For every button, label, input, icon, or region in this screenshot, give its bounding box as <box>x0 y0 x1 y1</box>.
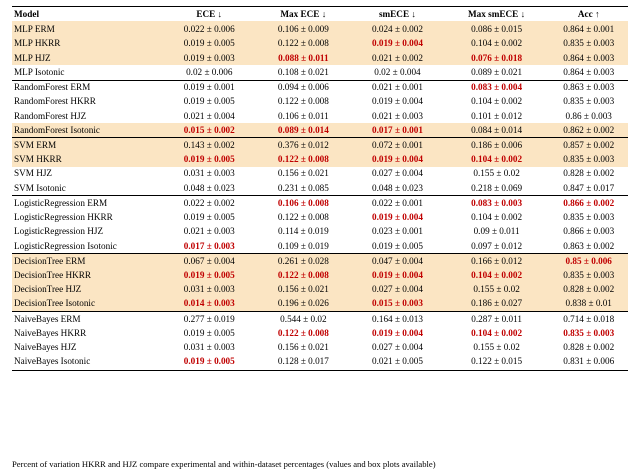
table-row <box>12 225 628 239</box>
cell-max-ece: 0.114 ± 0.019 <box>278 226 329 237</box>
cell-model: SVM Isotonic <box>14 182 66 193</box>
cell-max-smece: 0.09 ± 0.011 <box>473 226 520 237</box>
table-page <box>0 6 640 472</box>
cell-max-ece: 0.122 ± 0.008 <box>277 327 329 338</box>
results-table <box>12 6 628 371</box>
cell-smece: 0.027 ± 0.004 <box>351 283 444 297</box>
cell-max-smece: 0.166 ± 0.012 <box>444 254 550 269</box>
cell-model: RandomForest ERM <box>12 80 163 95</box>
cell-ece: 0.031 ± 0.003 <box>163 283 256 297</box>
cell-ece: 0.019 ± 0.003 <box>163 51 256 65</box>
cell-model: NaiveBayes ERM <box>12 312 163 327</box>
table-row <box>12 109 628 123</box>
cell-model: MLP HKRR <box>12 37 163 51</box>
cell-max-ece: 0.122 ± 0.008 <box>256 153 352 167</box>
cell-smece: 0.022 ± 0.001 <box>351 196 444 211</box>
cell-model: LogisticRegression HJZ <box>14 226 104 237</box>
cell-max-ece: 0.122 ± 0.008 <box>256 37 352 51</box>
cell-max-smece: 0.076 ± 0.018 <box>444 51 550 65</box>
cell-model: NaiveBayes Isotonic <box>12 355 163 371</box>
table-row <box>12 326 628 340</box>
cell-max-smece: 0.155 ± 0.02 <box>444 283 550 297</box>
table-row <box>12 167 628 181</box>
table-row <box>12 355 628 371</box>
cell-acc: 0.847 ± 0.017 <box>563 182 615 193</box>
cell-smece: 0.019 ± 0.004 <box>351 37 444 51</box>
cell-max-smece: 0.089 ± 0.021 <box>471 66 523 77</box>
cell-smece: 0.027 ± 0.004 <box>371 342 423 353</box>
cell-ece: 0.015 ± 0.002 <box>163 123 256 138</box>
cell-max-ece: 0.196 ± 0.026 <box>256 297 352 312</box>
cell-max-ece: 0.122 ± 0.008 <box>277 212 329 223</box>
cell-ece: 0.014 ± 0.003 <box>163 297 256 312</box>
cell-max-ece: 0.231 ± 0.085 <box>277 182 329 193</box>
cell-smece: 0.072 ± 0.001 <box>351 138 444 153</box>
cell-acc: 0.862 ± 0.002 <box>549 123 628 138</box>
cell-ece: 0.019 ± 0.005 <box>183 96 235 107</box>
cell-smece: 0.021 ± 0.003 <box>371 110 423 121</box>
cell-max-ece: 0.122 ± 0.008 <box>277 96 329 107</box>
cell-smece: 0.017 ± 0.001 <box>351 123 444 138</box>
cell-max-ece: 0.089 ± 0.014 <box>256 123 352 138</box>
column-header-max-smece: Max smECE ↓ <box>444 7 550 22</box>
cell-model: SVM HKRR <box>12 153 163 167</box>
cell-model: NaiveBayes HJZ <box>14 342 77 353</box>
cell-model: MLP Isotonic <box>14 66 65 77</box>
cell-ece: 0.019 ± 0.005 <box>183 327 235 338</box>
cell-max-ece: 0.544 ± 0.02 <box>256 312 352 327</box>
cell-smece: 0.02 ± 0.004 <box>374 66 421 77</box>
table-row <box>12 181 628 196</box>
cell-ece: 0.017 ± 0.003 <box>183 240 235 251</box>
cell-model: LogisticRegression Isotonic <box>14 240 117 251</box>
cell-smece: 0.023 ± 0.001 <box>371 226 423 237</box>
table-row <box>12 211 628 225</box>
table-body <box>12 21 628 371</box>
cell-model: RandomForest HKRR <box>14 96 96 107</box>
cell-max-ece: 0.261 ± 0.028 <box>256 254 352 269</box>
cell-ece: 0.143 ± 0.002 <box>163 138 256 153</box>
table-row <box>12 341 628 355</box>
cell-acc: 0.866 ± 0.003 <box>563 226 615 237</box>
cell-acc: 0.831 ± 0.006 <box>549 355 628 371</box>
table-row <box>12 37 628 51</box>
cell-max-smece: 0.104 ± 0.002 <box>471 96 523 107</box>
cell-model: RandomForest Isotonic <box>12 123 163 138</box>
cell-max-ece: 0.106 ± 0.009 <box>256 21 352 37</box>
cell-max-ece: 0.122 ± 0.008 <box>256 268 352 282</box>
figure-caption <box>12 459 628 470</box>
cell-smece: 0.021 ± 0.005 <box>351 355 444 371</box>
cell-model: DecisionTree HJZ <box>12 283 163 297</box>
cell-max-ece: 0.088 ± 0.011 <box>256 51 352 65</box>
cell-smece: 0.048 ± 0.023 <box>371 182 423 193</box>
cell-max-smece: 0.155 ± 0.02 <box>473 168 520 179</box>
cell-max-smece: 0.104 ± 0.002 <box>471 212 523 223</box>
cell-max-smece: 0.084 ± 0.014 <box>444 123 550 138</box>
cell-smece: 0.019 ± 0.004 <box>351 153 444 167</box>
cell-smece: 0.021 ± 0.002 <box>351 51 444 65</box>
cell-model: SVM ERM <box>12 138 163 153</box>
cell-smece: 0.027 ± 0.004 <box>371 168 423 179</box>
cell-max-smece: 0.104 ± 0.002 <box>444 153 550 167</box>
cell-max-ece: 0.128 ± 0.017 <box>256 355 352 371</box>
column-header-ece: ECE ↓ <box>163 7 256 22</box>
cell-acc: 0.863 ± 0.002 <box>563 240 615 251</box>
cell-smece: 0.019 ± 0.004 <box>351 268 444 282</box>
cell-acc: 0.828 ± 0.002 <box>563 168 615 179</box>
table-row <box>12 254 628 269</box>
table-row <box>12 268 628 282</box>
cell-ece: 0.019 ± 0.005 <box>163 268 256 282</box>
cell-max-ece: 0.106 ± 0.008 <box>256 196 352 211</box>
column-header-max-ece: Max ECE ↓ <box>256 7 352 22</box>
cell-acc: 0.835 ± 0.003 <box>549 37 628 51</box>
cell-model: LogisticRegression HKRR <box>14 212 113 223</box>
cell-max-ece: 0.094 ± 0.006 <box>256 80 352 95</box>
cell-ece: 0.019 ± 0.005 <box>163 153 256 167</box>
header-row <box>12 7 628 22</box>
cell-model: DecisionTree HKRR <box>12 268 163 282</box>
cell-ece: 0.019 ± 0.001 <box>163 80 256 95</box>
cell-model: DecisionTree Isotonic <box>12 297 163 312</box>
cell-smece: 0.047 ± 0.004 <box>351 254 444 269</box>
cell-max-smece: 0.104 ± 0.002 <box>444 268 550 282</box>
cell-max-smece: 0.104 ± 0.002 <box>444 37 550 51</box>
table-header <box>12 7 628 22</box>
table-row <box>12 123 628 138</box>
cell-smece: 0.019 ± 0.004 <box>371 327 423 338</box>
cell-model: MLP ERM <box>12 21 163 37</box>
cell-acc: 0.835 ± 0.003 <box>563 212 615 223</box>
cell-max-ece: 0.156 ± 0.021 <box>277 168 329 179</box>
cell-acc: 0.828 ± 0.002 <box>563 342 615 353</box>
cell-max-ece: 0.106 ± 0.011 <box>278 110 329 121</box>
cell-max-smece: 0.122 ± 0.015 <box>444 355 550 371</box>
cell-smece: 0.024 ± 0.002 <box>351 21 444 37</box>
cell-acc: 0.835 ± 0.003 <box>549 153 628 167</box>
cell-acc: 0.835 ± 0.003 <box>563 96 615 107</box>
cell-ece: 0.019 ± 0.005 <box>163 355 256 371</box>
cell-max-ece: 0.156 ± 0.021 <box>277 342 329 353</box>
table-row <box>12 239 628 254</box>
table-row <box>12 297 628 312</box>
cell-ece: 0.048 ± 0.023 <box>183 182 235 193</box>
cell-smece: 0.019 ± 0.004 <box>371 212 423 223</box>
table-row <box>12 65 628 80</box>
cell-acc: 0.86 ± 0.003 <box>565 110 612 121</box>
cell-max-ece: 0.109 ± 0.019 <box>277 240 329 251</box>
cell-ece: 0.031 ± 0.003 <box>183 168 235 179</box>
cell-max-smece: 0.101 ± 0.012 <box>471 110 523 121</box>
cell-smece: 0.019 ± 0.005 <box>371 240 423 251</box>
cell-ece: 0.021 ± 0.003 <box>183 226 235 237</box>
cell-max-ece: 0.376 ± 0.012 <box>256 138 352 153</box>
cell-acc: 0.857 ± 0.002 <box>549 138 628 153</box>
cell-max-smece: 0.086 ± 0.015 <box>444 21 550 37</box>
cell-model: DecisionTree ERM <box>12 254 163 269</box>
cell-acc: 0.864 ± 0.003 <box>563 66 615 77</box>
cell-acc: 0.714 ± 0.018 <box>549 312 628 327</box>
table-row <box>12 21 628 37</box>
cell-max-smece: 0.083 ± 0.003 <box>444 196 550 211</box>
column-header-model: Model <box>12 7 163 22</box>
column-header-smece: smECE ↓ <box>351 7 444 22</box>
cell-ece: 0.067 ± 0.004 <box>163 254 256 269</box>
cell-max-smece: 0.097 ± 0.012 <box>471 240 523 251</box>
cell-ece: 0.022 ± 0.002 <box>163 196 256 211</box>
cell-acc: 0.866 ± 0.002 <box>549 196 628 211</box>
cell-acc: 0.864 ± 0.001 <box>549 21 628 37</box>
cell-max-ece: 0.108 ± 0.021 <box>277 66 329 77</box>
cell-model: NaiveBayes HKRR <box>14 327 87 338</box>
cell-acc: 0.838 ± 0.01 <box>549 297 628 312</box>
cell-acc: 0.85 ± 0.006 <box>549 254 628 269</box>
cell-max-smece: 0.287 ± 0.011 <box>444 312 550 327</box>
table-row <box>12 80 628 95</box>
cell-smece: 0.019 ± 0.004 <box>371 96 423 107</box>
cell-max-smece: 0.155 ± 0.02 <box>473 342 520 353</box>
cell-model: MLP HJZ <box>12 51 163 65</box>
cell-ece: 0.019 ± 0.005 <box>183 212 235 223</box>
cell-max-smece: 0.218 ± 0.069 <box>471 182 523 193</box>
table-row <box>12 95 628 109</box>
caption-text: Percent of variation HKRR and HJZ compare experimental and within-dataset percentages (values and box plots available) <box>12 459 436 470</box>
cell-ece: 0.019 ± 0.005 <box>163 37 256 51</box>
cell-acc: 0.828 ± 0.002 <box>549 283 628 297</box>
cell-ece: 0.021 ± 0.004 <box>183 110 235 121</box>
table-row <box>12 153 628 167</box>
cell-smece: 0.164 ± 0.013 <box>351 312 444 327</box>
cell-model: RandomForest HJZ <box>14 110 87 121</box>
cell-ece: 0.277 ± 0.019 <box>163 312 256 327</box>
table-row <box>12 312 628 327</box>
cell-ece: 0.031 ± 0.003 <box>183 342 235 353</box>
cell-acc: 0.835 ± 0.003 <box>563 327 615 338</box>
cell-smece: 0.021 ± 0.001 <box>351 80 444 95</box>
cell-max-smece: 0.104 ± 0.002 <box>471 327 523 338</box>
cell-acc: 0.864 ± 0.003 <box>549 51 628 65</box>
table-row <box>12 283 628 297</box>
cell-ece: 0.022 ± 0.006 <box>163 21 256 37</box>
cell-smece: 0.015 ± 0.003 <box>351 297 444 312</box>
cell-model: LogisticRegression ERM <box>12 196 163 211</box>
cell-max-smece: 0.186 ± 0.027 <box>444 297 550 312</box>
table-row <box>12 51 628 65</box>
cell-acc: 0.863 ± 0.003 <box>549 80 628 95</box>
table-row <box>12 138 628 153</box>
cell-max-smece: 0.186 ± 0.006 <box>444 138 550 153</box>
cell-max-ece: 0.156 ± 0.021 <box>256 283 352 297</box>
cell-acc: 0.835 ± 0.003 <box>549 268 628 282</box>
cell-ece: 0.02 ± 0.006 <box>186 66 233 77</box>
column-header-acc: Acc ↑ <box>549 7 628 22</box>
table-row <box>12 196 628 211</box>
cell-max-smece: 0.083 ± 0.004 <box>444 80 550 95</box>
cell-model: SVM HJZ <box>14 168 53 179</box>
